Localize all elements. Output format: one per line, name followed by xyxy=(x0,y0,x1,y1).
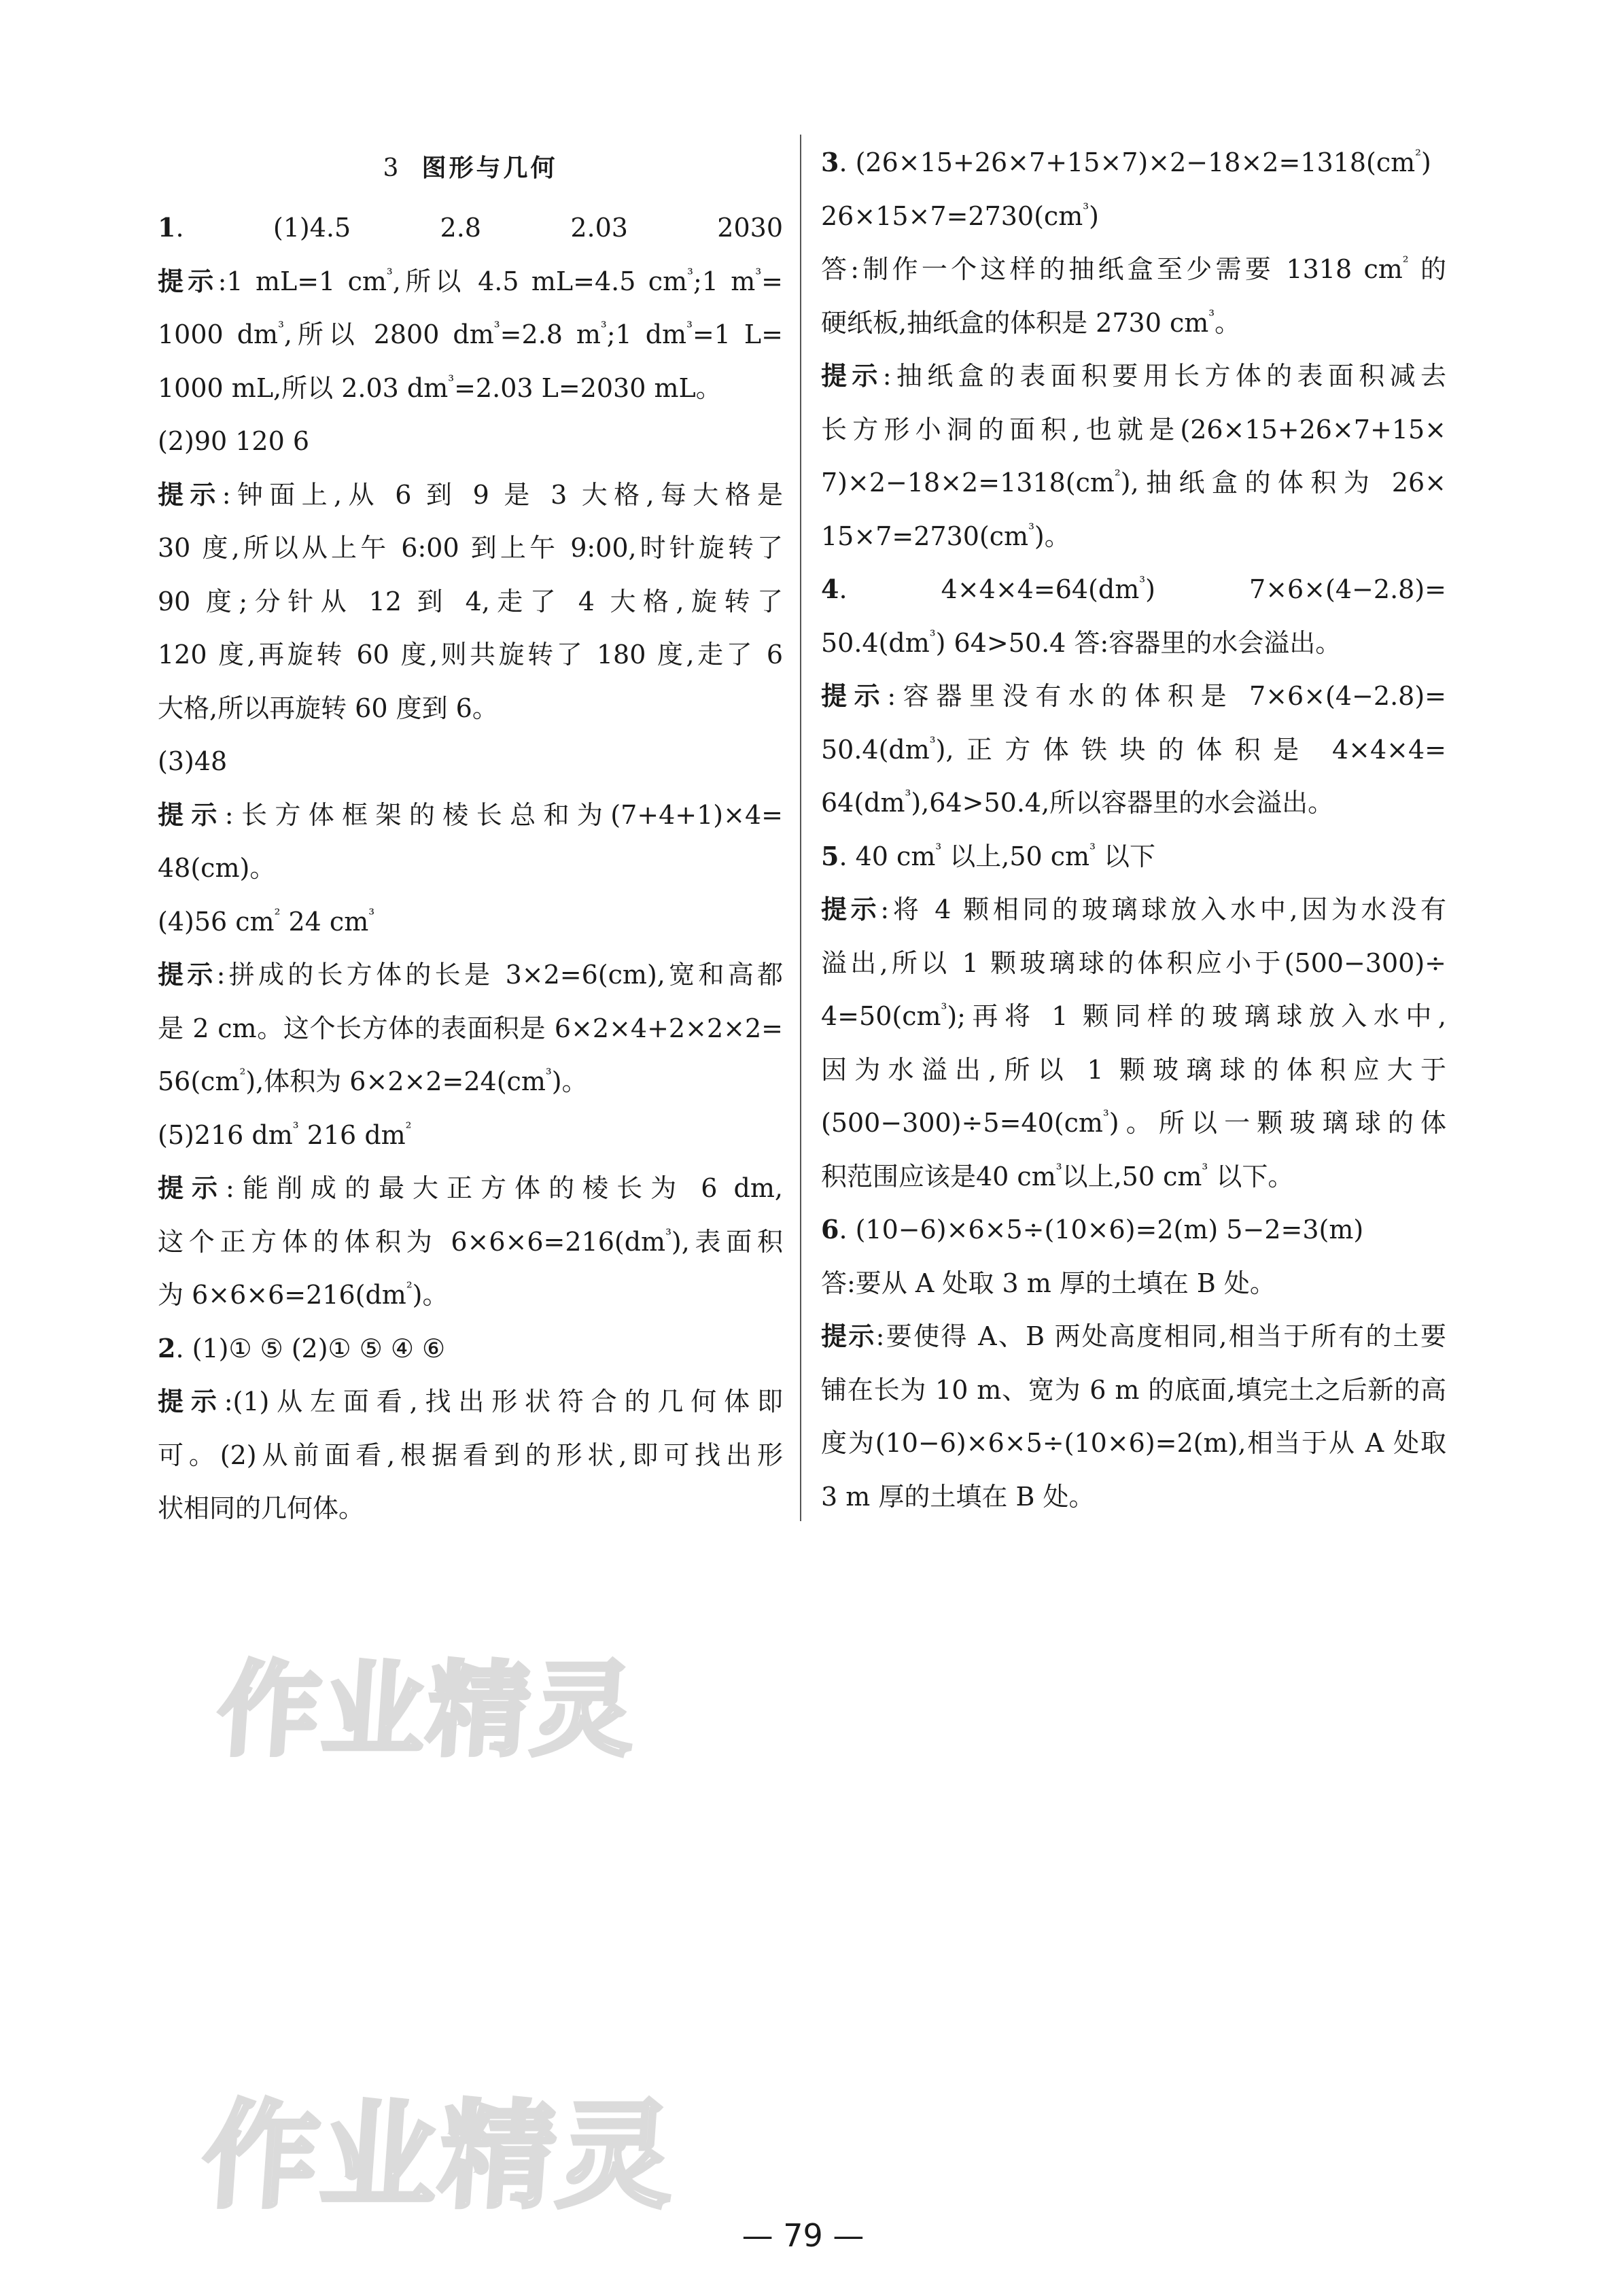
text-line: 硬纸板,抽纸盒的体积是 2730 $cm^{^3}$。 xyxy=(821,307,1241,338)
text-line: 为 $6\times 6\times 6=216(dm^{^2})$。 xyxy=(158,1280,449,1310)
text-line: (3)48 xyxy=(158,746,228,776)
text-line: 度为(10−6)×6×5÷(10×6)=2(m),相当于从 A 处取 xyxy=(821,1428,1446,1458)
text-line: 提示:抽纸盒的表面积要用长方体的表面积减去 xyxy=(821,361,1446,391)
text-line: 3 m 厚的土填在 B 处。 xyxy=(821,1481,1095,1512)
text-line: 提示:要使得 A、B 两处高度相同,相当于所有的土要 xyxy=(821,1321,1446,1351)
watermark-logo: 作业精灵 xyxy=(198,2089,681,2224)
text-line: 1000 mL,所以 2.03 $dm^{^3}=2.03$ L=2030 mL。 xyxy=(158,372,722,403)
text-line: 30 度,所以从上午 6:00 到上午 9:00,时针旋转了 xyxy=(158,533,783,563)
text-line: 积范围应该是40 $cm^{^3}$以上,50 $cm^{^3}$ 以下。 xyxy=(821,1161,1294,1192)
left-text-block xyxy=(158,201,783,1535)
text-line: 溢出,所以 1 颗玻璃球的体积应小于(500−300)÷ xyxy=(821,947,1446,978)
text-line: 提示:容器里没有水的体积是 7×6×(4−2.8)= xyxy=(821,681,1446,711)
text-line: 1000 $dm^{^3}$,所以 2800 $dm^{^3}=2.8$ $m^{^3};1$ $dm^{^3}=1$ L= xyxy=(158,319,784,349)
text-line: $15\times 7=2730(cm^{^3})$。 xyxy=(821,521,1070,551)
text-line: 因为水溢出,所以 1 颗玻璃球的体积应大于 xyxy=(821,1054,1446,1085)
text-line: (4)56 $cm^{^2}$ 24 $cm^{^3}$ xyxy=(158,906,375,937)
text-line: 提示:1 mL=1 $cm^{^3}$,所以 4.5 mL=4.5 $cm^{^3};1$ $m^{^3}=$ xyxy=(158,266,783,296)
text-line: $64(dm^{^3}),64>50.4$,所以容器里的水会溢出。 xyxy=(821,788,1334,818)
text-line: 3. $(26\times 15+26\times 7+15\times 7)\times 2-18\times 2=1318(cm^{^2})$ xyxy=(821,147,1431,177)
text-line: $56(cm^{^2})$,体积为 $6\times 2\times 2=24(cm^{^3})$。 xyxy=(158,1066,588,1096)
text-line: 2. (1)① ⑤ (2)① ⑤ ④ ⑥ xyxy=(158,1332,446,1363)
text-line: 4. $4\times 4\times 4=64(dm^{^3})$ 7×6×(4−2.8)= xyxy=(821,574,1446,604)
text-line: $(500-300)\div 5=40(cm^{^3})$。所以一颗玻璃球的体 xyxy=(821,1108,1446,1138)
text-line: 状相同的几何体。 xyxy=(158,1493,365,1523)
text-line: $50.4(dm^{^3})$ 64>50.4 答:容器里的水会溢出。 xyxy=(821,627,1342,658)
section-number: 3 xyxy=(383,154,402,182)
text-line: $50.4(dm^{^3})$,正方体铁块的体积是 4×4×4= xyxy=(821,734,1446,765)
text-line: 铺在长为 10 m、宽为 6 m 的底面,填完土之后新的高 xyxy=(821,1374,1446,1405)
text-line: $26\times 15\times 7=2730(cm^{^3})$ xyxy=(821,201,1099,231)
text-line: 1. (1)4.5 2.8 2.03 2030 xyxy=(158,212,783,243)
text-line: 提示:(1)从左面看,找出形状符合的几何体即 xyxy=(158,1387,783,1416)
text-line: 6. (10−6)×6×5÷(10×6)=2(m) 5−2=3(m) xyxy=(821,1214,1364,1245)
text-line: 长方形小洞的面积,也就是(26×15+26×7+15× xyxy=(821,414,1446,445)
text-line: 是 2 cm。这个长方体的表面积是 6×2×4+2×2×2= xyxy=(158,1013,783,1043)
watermark-logo: 作业精灵 xyxy=(213,1652,642,1770)
text-line: 这个正方体的体积为 $6\times 6\times 6=216(dm^{^3})$,表面积 xyxy=(158,1226,784,1257)
text-line: (5)216 $dm^{^3}$ 216 $dm^{^2}$ xyxy=(158,1119,412,1150)
page-number: — 79 — xyxy=(741,2217,865,2254)
text-line: 120 度,再旋转 60 度,则共旋转了 180 度,走了 6 xyxy=(158,640,783,669)
text-line: $7)\times 2-18\times 2=1318(cm^{^2})$,抽纸盒的体积为 26× xyxy=(821,468,1446,498)
text-line: 大格,所以再旋转 60 度到 6。 xyxy=(158,693,498,723)
text-line: 可。(2)从前面看,根据看到的形状,即可找出形 xyxy=(158,1440,783,1470)
section-heading xyxy=(158,136,783,201)
text-line: 提示:钟面上,从 6 到 9 是 3 大格,每大格是 xyxy=(158,479,783,510)
column-divider xyxy=(800,135,801,1521)
text-line: 90 度;分针从 12 到 4,走了 4 大格,旋转了 xyxy=(158,586,783,616)
text-line: 48(cm)。 xyxy=(158,853,276,883)
text-line: $4=50(cm^{^3})$;再将 1 颗同样的玻璃球放入水中, xyxy=(821,1001,1446,1031)
left-column xyxy=(158,136,783,1535)
section-title: 图形与几何 xyxy=(421,154,558,182)
text-line: (2)90 120 6 xyxy=(158,426,310,456)
right-column xyxy=(821,136,1446,1523)
text-line: 提示:能削成的最大正方体的棱长为 6 dm, xyxy=(158,1173,783,1203)
text-line: 答:要从 A 处取 3 m 厚的土填在 B 处。 xyxy=(821,1268,1276,1298)
text-line: 提示:拼成的长方体的长是 3×2=6(cm),宽和高都 xyxy=(158,960,783,990)
text-line: 提示:长方体框架的棱长总和为(7+4+1)×4= xyxy=(158,799,783,830)
text-line: 5. 40 $cm^{^3}$ 以上,50 $cm^{^3}$ 以下 xyxy=(821,840,1156,871)
right-text-block xyxy=(821,136,1446,1523)
text-line: 提示:将 4 颗相同的玻璃球放入水中,因为水没有 xyxy=(821,894,1446,924)
text-line: 答:制作一个这样的抽纸盒至少需要 1318 $cm^{^2}$ 的 xyxy=(821,254,1446,284)
